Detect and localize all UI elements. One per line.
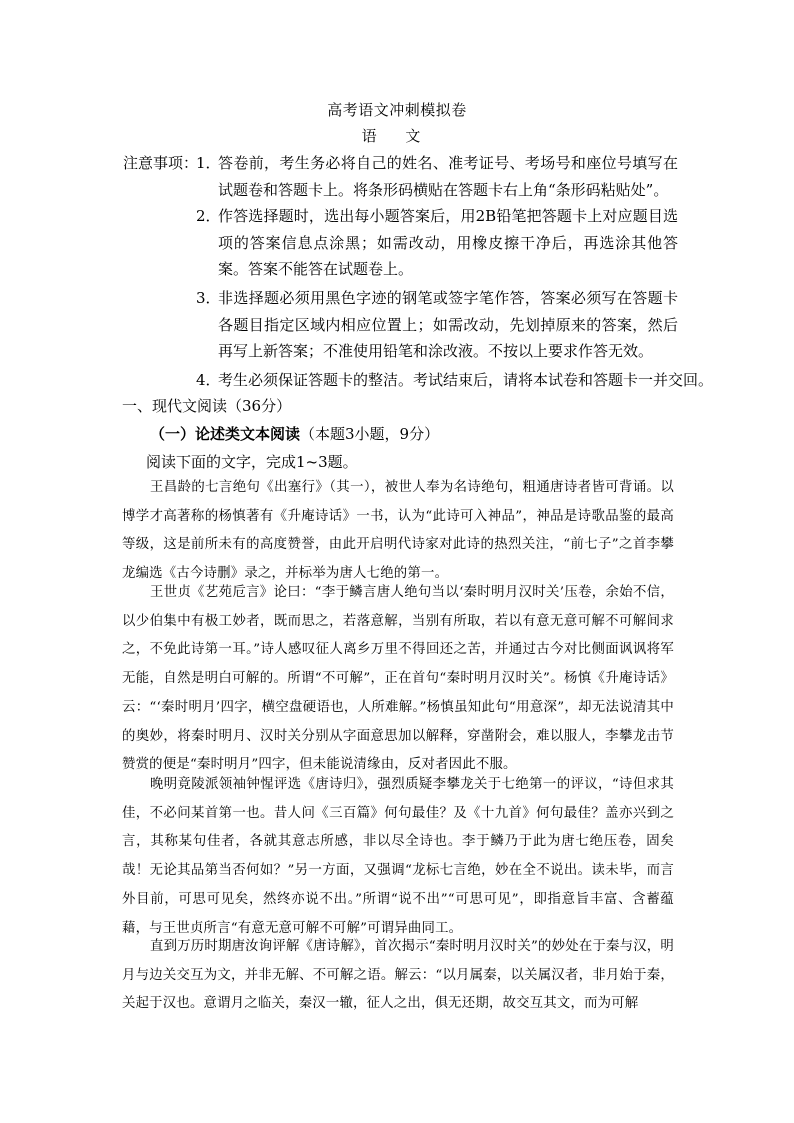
passage-paragraph-3: 晚明竟陵派领袖钟惺评选《唐诗归》，强烈质疑李攀龙关于七绝第一的评议，“诗但求其佳，不必问某首第一也。昔人问《三百篇》何句最佳？及《十九首》何句最佳？盖亦兴到之言，其称某句佳者，各就其意志所感，非以尽全诗也。李于鳞乃于此为唐七绝压卷，固矣哉！无论其品第当否何如？”另一方面，又强调“龙标七言绝，妙在全不说出。读未毕，而言外目前，可思可见矣，然终亦说不出。”所谓“说不出”“可思可见”，即指意旨丰富、含蓄蕴藉，与王世贞所言“有意无意可解不可解”可谓异曲同工。 <box>122 777 674 936</box>
passage-paragraph-4: 直到万历时期唐汝询评解《唐诗解》，首次揭示“秦时明月汉时关”的妙处在于秦与汉，明月与边关交互为文，并非无解、不可解之语。解云：“以月属秦，以关属汉者，非月始于秦，关起于汉也。意谓月之临关，秦汉一辙，征人之出，俱无还期，故交互其文，而为可解 <box>122 939 674 1012</box>
notice-item-4 <box>196 367 714 394</box>
notice-item-number: 3． <box>196 289 221 307</box>
notice-item-1 <box>196 150 678 203</box>
notice-item-text: 作答选择题时，选出每小题答案后，用2B铅笔把答题卡上对应题目选项的答案信息点涂黑；如需改动，用橡皮擦干净后，再选涂其他答案。答案不能答在试题卷上。 <box>218 207 678 278</box>
notice-item-number: 4． <box>196 371 221 389</box>
notice-item-number: 1． <box>196 154 221 172</box>
notice-item-3 <box>196 285 678 365</box>
subsection-scoring: （本题3小题，9分） <box>300 425 440 443</box>
section-heading: 一、现代文阅读（36分） <box>122 397 292 415</box>
subject-title: 语 文 <box>361 127 433 145</box>
notice-label: 注意事项： <box>123 154 199 172</box>
subsection-heading <box>150 423 439 445</box>
reading-instruction: 阅读下面的文字，完成1~3题。 <box>146 453 358 471</box>
passage-paragraph-2: 王世贞《艺苑卮言》论曰：“李于鳞言唐人绝句当以‘秦时明月汉时关’压卷，余始不信，以少伯集中有极工妙者，既而思之，若落意解，当别有所取，若以有意无意可解不可解间求之，不免此诗第一耳。”诗人感叹征人离乡万里不得回还之苦，并通过古今对比侧面讽讽将军无能，自然是明白可解的。所谓“不可解”，正在首句“秦时明月汉时关”。杨慎《升庵诗话》云：“‘秦时明月’四字，横空盘硬语也，人所难解。”杨慎虽知此句“用意深”，却无法说清其中的奥妙，将秦时明月、汉时关分别从字面意思加以解释，穿凿附会，难以服人，李攀龙击节赞赏的便是“秦时明月”四字，但未能说清缘由，反对者因此不服。 <box>122 585 674 773</box>
notice-item-text: 考生必须保证答题卡的整洁。考试结束后，请将本试卷和答题卡一并交回。 <box>218 371 714 389</box>
passage-paragraph-1: 王昌龄的七言绝句《出塞行》（其一），被世人奉为名诗绝句，粗通唐诗者皆可背诵。以博学才高著称的杨慎著有《升庵诗话》一书，认为“此诗可入神品”，神品是诗歌品鉴的最高等级，这是前所未有的高度赞誉，由此开启明代诗家对此诗的热烈关注，“前七子”之首李攀龙编选《古今诗删》录之，并标举为唐人七绝的第一。 <box>122 480 674 582</box>
notice-item-text: 非选择题必须用黑色字迹的钢笔或签字笔作答，答案必须写在答题卡各题目指定区域内相应位置上；如需改动，先划掉原来的答案，然后再写上新答案；不准使用铅笔和涂改液。不按以上要求作答无效。 <box>218 289 678 360</box>
notice-item-number: 2． <box>196 207 221 225</box>
subsection-title: （一）论述类文本阅读 <box>150 425 301 443</box>
notice-item-text: 答卷前，考生务必将自己的姓名、准考证号、考场号和座位号填写在试题卷和答题卡上。将条形码横贴在答题卡右上角“条形码粘贴处”。 <box>218 154 678 199</box>
exam-title: 高考语文冲刺模拟卷 <box>327 101 467 119</box>
notice-item-2 <box>196 203 678 283</box>
